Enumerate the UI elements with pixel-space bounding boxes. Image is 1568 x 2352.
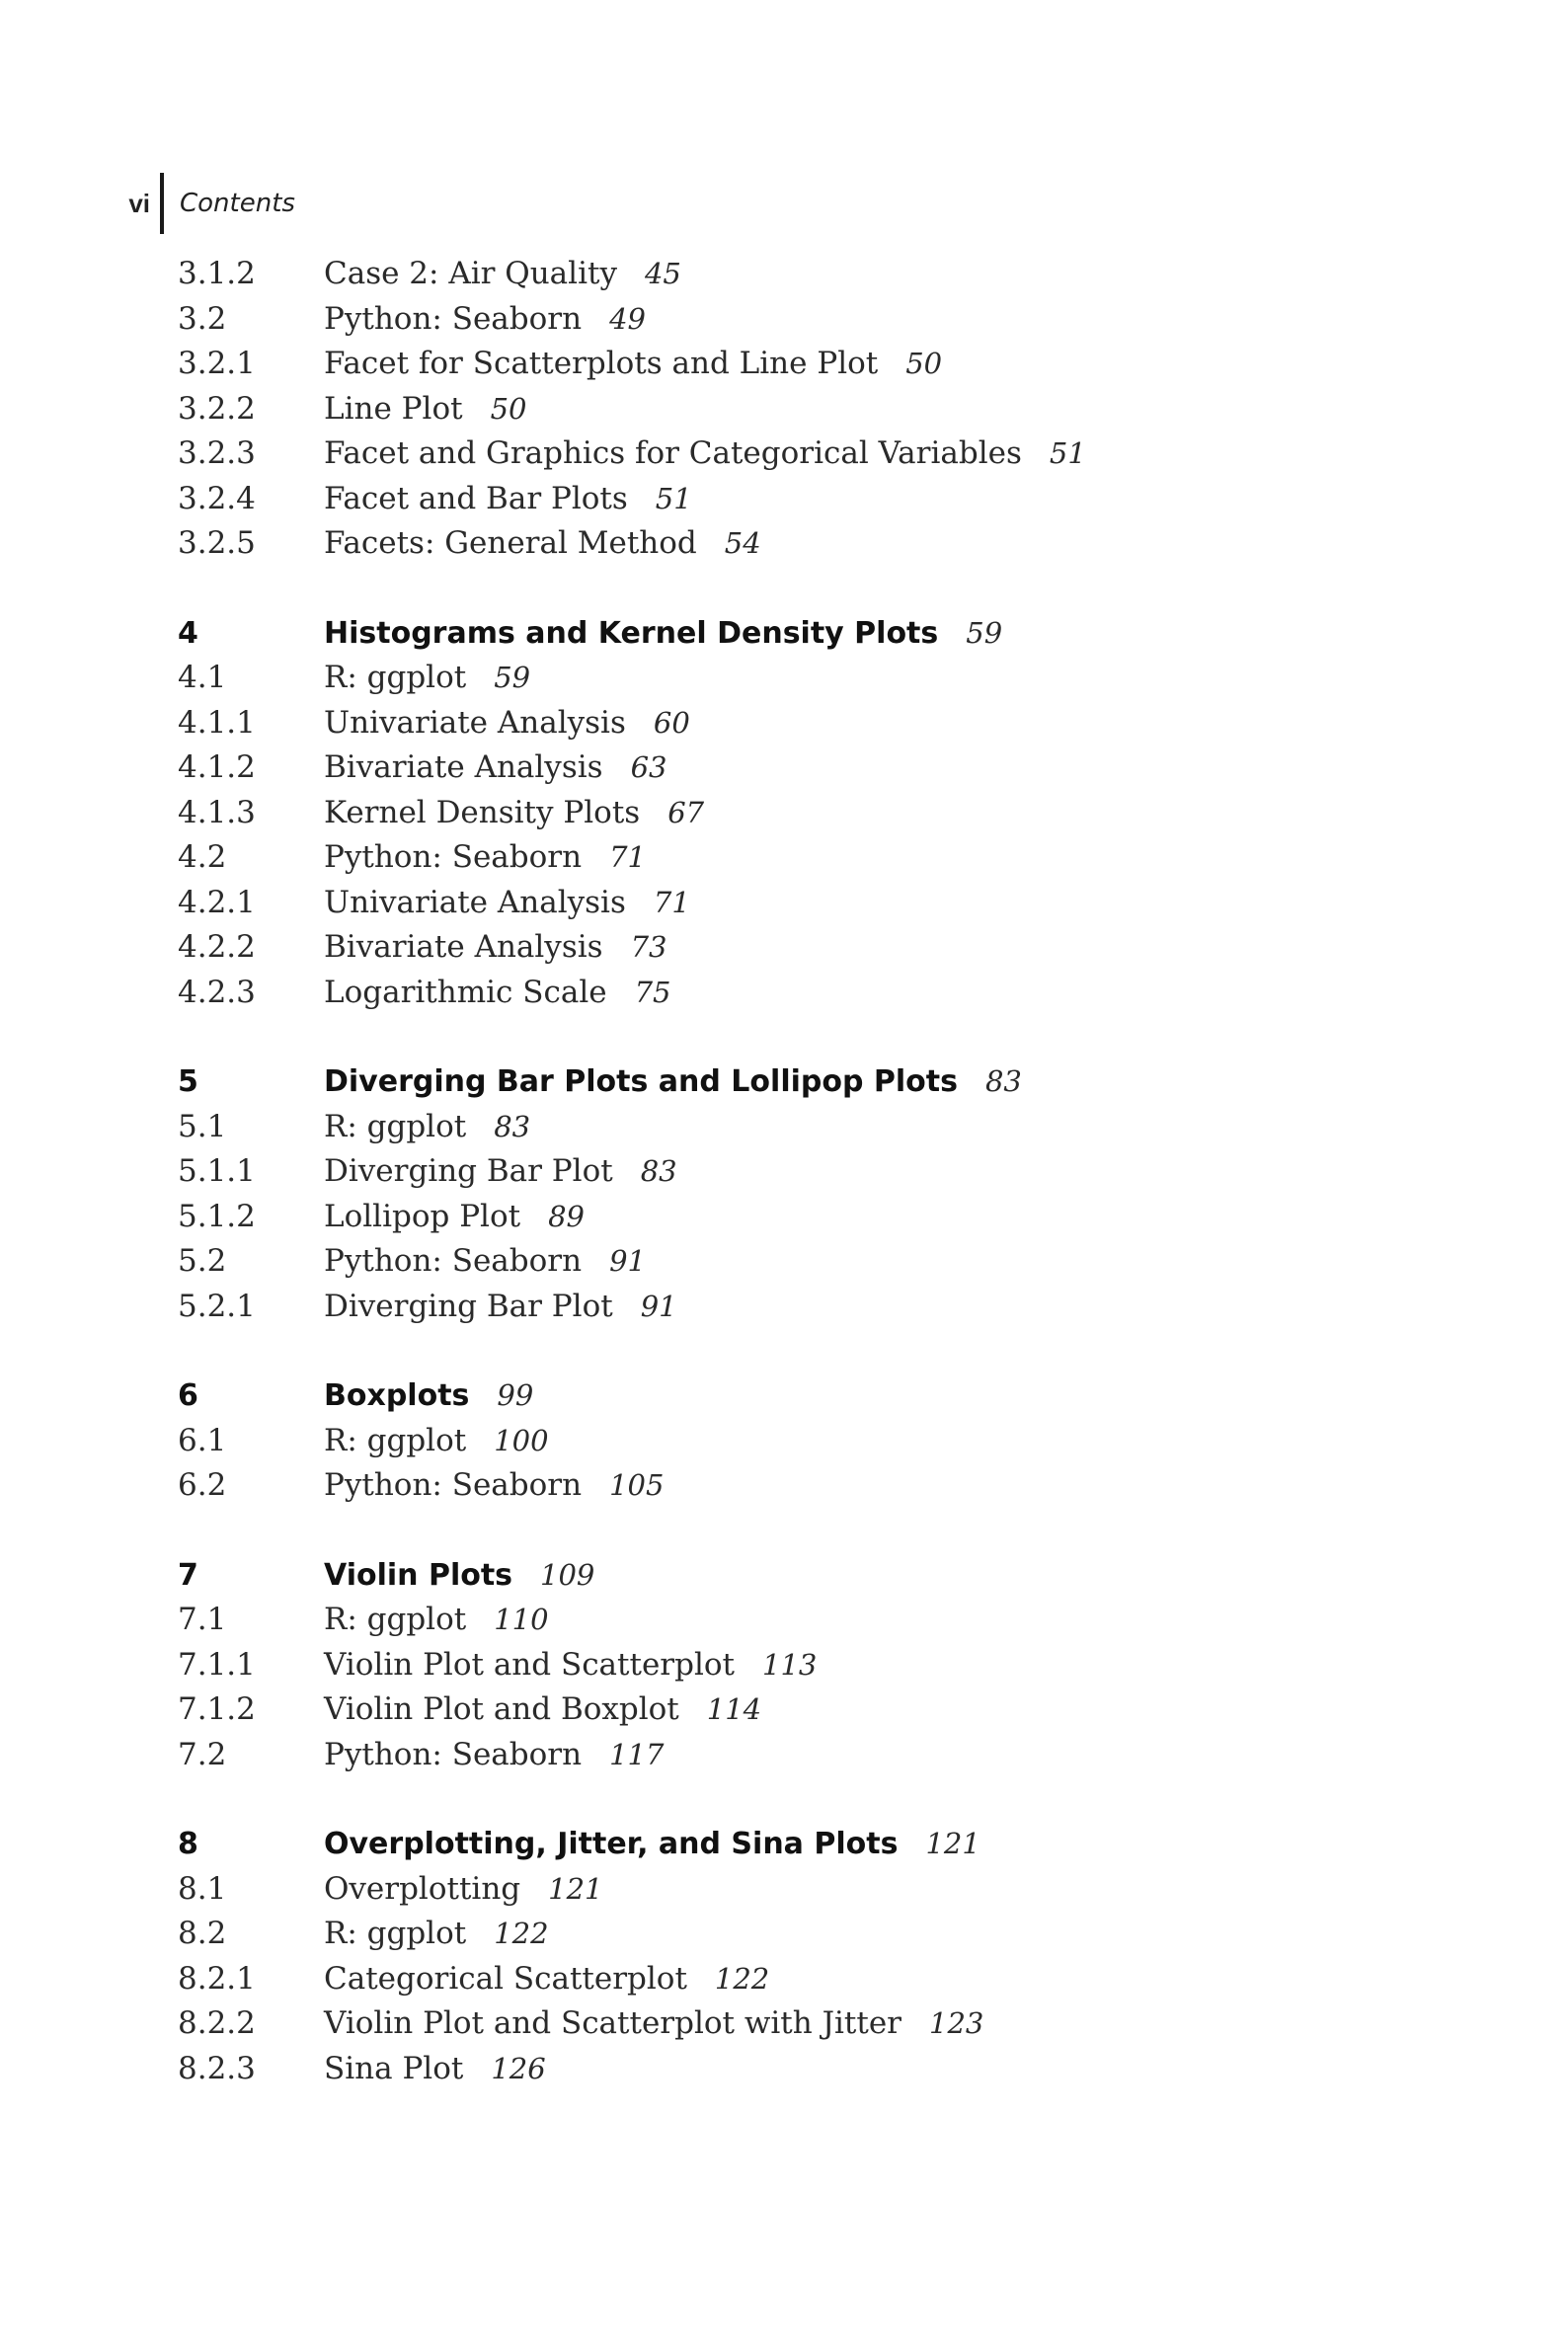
toc-entry-title: R: ggplot	[324, 660, 467, 695]
toc-entry-title: Lollipop Plot	[324, 1198, 521, 1234]
toc-section-entry[interactable]	[178, 971, 1461, 1016]
toc-entry-number: 4.2	[178, 839, 227, 875]
toc-entry-page: 75	[634, 975, 671, 1009]
toc-entry-number: 3.1.2	[178, 256, 256, 291]
toc-entry-page: 51	[655, 481, 692, 515]
table-of-contents	[178, 252, 1461, 2091]
toc-entry-page: 105	[609, 1468, 665, 1502]
toc-entry-page: 113	[762, 1647, 818, 1682]
page-folio: vi	[128, 188, 150, 218]
toc-entry-number: 8.2.3	[178, 2050, 256, 2086]
toc-section-entry[interactable]	[178, 1957, 1461, 2002]
toc-entry-title: Violin Plot and Boxplot	[324, 1691, 679, 1727]
toc-entry-page: 83	[984, 1064, 1022, 1098]
toc-section-entry[interactable]	[178, 1285, 1461, 1330]
toc-section-entry[interactable]	[178, 1598, 1461, 1643]
toc-section-entry[interactable]	[178, 431, 1461, 477]
toc-section-entry[interactable]	[178, 342, 1461, 387]
toc-entry-page: 99	[497, 1378, 534, 1412]
toc-section-entry[interactable]	[178, 1733, 1461, 1778]
toc-entry-page: 60	[653, 705, 690, 740]
toc-section-entry[interactable]	[178, 1687, 1461, 1733]
toc-entry-page: 121	[548, 1871, 603, 1906]
toc-section-entry[interactable]	[178, 252, 1461, 297]
toc-entry-title: R: ggplot	[324, 1602, 467, 1637]
toc-entry-title: Diverging Bar Plot	[324, 1288, 613, 1324]
toc-entry-page: 91	[609, 1244, 646, 1278]
toc-entry-page: 89	[548, 1199, 585, 1233]
toc-section-entry[interactable]	[178, 835, 1461, 881]
toc-entry-number: 5.2	[178, 1243, 227, 1279]
toc-section-entry[interactable]	[178, 1912, 1461, 1957]
toc-entry-title: Kernel Density Plots	[324, 794, 641, 830]
toc-entry-page: 59	[494, 661, 531, 694]
toc-section-entry[interactable]	[178, 477, 1461, 522]
toc-section-entry[interactable]	[178, 521, 1461, 567]
header-divider	[160, 173, 164, 234]
toc-entry-number: 5.1.2	[178, 1198, 256, 1234]
toc-entry-number: 4.2.1	[178, 884, 256, 920]
toc-section-entry[interactable]	[178, 2047, 1461, 2092]
toc-section-entry[interactable]	[178, 881, 1461, 926]
toc-section-entry[interactable]	[178, 701, 1461, 746]
toc-entry-title: Diverging Bar Plots and Lollipop Plots	[324, 1064, 958, 1099]
toc-entry-page: 83	[494, 1109, 531, 1143]
toc-entry-title: Categorical Scatterplot	[324, 1960, 687, 1997]
toc-entry-page: 50	[490, 391, 527, 426]
toc-entry-page: 50	[905, 347, 943, 380]
toc-entry-number: 4.1.1	[178, 704, 256, 741]
toc-entry-number: 6.2	[178, 1467, 227, 1503]
running-title: Contents	[180, 189, 295, 218]
toc-entry-title: Univariate Analysis	[324, 704, 626, 741]
toc-entry-title: Bivariate Analysis	[324, 929, 603, 965]
toc-entry-title: Python: Seaborn	[324, 300, 583, 337]
toc-entry-number: 4	[178, 615, 198, 651]
toc-entry-number: 3.2	[178, 300, 227, 337]
toc-entry-number: 6	[178, 1378, 198, 1413]
toc-entry-page: 59	[966, 615, 1003, 650]
toc-entry-page: 54	[724, 526, 761, 560]
toc-entry-page: 117	[609, 1737, 665, 1771]
toc-entry-number: 7.1	[178, 1602, 227, 1637]
toc-entry-number: 3.2.2	[178, 390, 256, 427]
toc-entry-number: 3.2.5	[178, 525, 256, 561]
toc-entry-number: 4.1.3	[178, 794, 256, 830]
toc-entry-page: 126	[491, 2051, 546, 2085]
toc-entry-title: Violin Plots	[324, 1557, 513, 1593]
toc-entry-title: Overplotting	[324, 1870, 521, 1907]
toc-entry-title: Python: Seaborn	[324, 1736, 583, 1772]
toc-entry-number: 3.2.1	[178, 346, 256, 381]
toc-entry-number: 4.2.3	[178, 974, 256, 1010]
toc-entry-title: Logarithmic Scale	[324, 974, 607, 1010]
toc-entry-number: 7.1.1	[178, 1646, 256, 1683]
toc-entry-title: Python: Seaborn	[324, 1467, 583, 1503]
toc-section-entry[interactable]	[178, 1643, 1461, 1688]
toc-section-entry[interactable]	[178, 745, 1461, 791]
toc-entry-title: Boxplots	[324, 1378, 470, 1413]
toc-entry-number: 6.1	[178, 1422, 227, 1458]
toc-entry-number: 5.1	[178, 1108, 227, 1144]
toc-section-entry[interactable]	[178, 1419, 1461, 1464]
toc-entry-title: Python: Seaborn	[324, 1243, 583, 1279]
toc-entry-page: 73	[630, 930, 667, 964]
toc-entry-number: 5.2.1	[178, 1288, 256, 1324]
toc-entry-title: Case 2: Air Quality	[324, 256, 617, 291]
toc-entry-title: Sina Plot	[324, 2050, 464, 2086]
toc-entry-title: Violin Plot and Scatterplot	[324, 1646, 736, 1683]
toc-section-entry[interactable]	[178, 1463, 1461, 1509]
toc-section-entry[interactable]	[178, 2001, 1461, 2047]
toc-entry-number: 8.1	[178, 1870, 227, 1907]
toc-section-entry[interactable]	[178, 1195, 1461, 1240]
toc-entry-number: 8.2.2	[178, 2005, 256, 2041]
toc-chapter-entry[interactable]	[178, 1373, 1461, 1419]
toc-entry-page: 122	[714, 1961, 770, 1996]
toc-entry-title: Univariate Analysis	[324, 884, 626, 920]
page-header	[118, 174, 295, 233]
toc-entry-page: 51	[1049, 436, 1086, 470]
toc-entry-title: Overplotting, Jitter, and Sina Plots	[324, 1827, 899, 1861]
toc-entry-page: 122	[494, 1917, 549, 1950]
toc-entry-number: 8.2.1	[178, 1960, 256, 1997]
toc-section-entry[interactable]	[178, 297, 1461, 343]
toc-entry-title: R: ggplot	[324, 1422, 467, 1458]
toc-entry-page: 123	[929, 2006, 984, 2040]
toc-entry-title: Python: Seaborn	[324, 839, 583, 875]
toc-entry-number: 3.2.3	[178, 435, 256, 471]
toc-chapter-entry[interactable]	[178, 1553, 1461, 1599]
toc-entry-title: Facet and Graphics for Categorical Variables	[324, 435, 1022, 471]
toc-chapter-entry[interactable]	[178, 1822, 1461, 1867]
toc-chapter-entry[interactable]	[178, 611, 1461, 657]
toc-entry-number: 5	[178, 1064, 198, 1099]
toc-entry-page: 49	[609, 301, 646, 336]
toc-chapter-entry[interactable]	[178, 1059, 1461, 1105]
toc-entry-page: 83	[640, 1154, 677, 1188]
toc-entry-title: Bivariate Analysis	[324, 749, 603, 785]
toc-entry-page: 100	[494, 1423, 549, 1457]
toc-entry-page: 114	[706, 1692, 762, 1726]
toc-entry-title: R: ggplot	[324, 1108, 467, 1144]
toc-entry-title: Histograms and Kernel Density Plots	[324, 615, 939, 651]
toc-entry-number: 8	[178, 1827, 198, 1861]
toc-entry-page: 71	[653, 885, 690, 919]
toc-entry-page: 91	[640, 1289, 677, 1323]
toc-entry-page: 121	[925, 1827, 980, 1860]
toc-entry-title: Facet for Scatterplots and Line Plot	[324, 346, 879, 381]
toc-section-entry[interactable]	[178, 1239, 1461, 1285]
toc-entry-page: 63	[630, 750, 667, 784]
toc-entry-number: 4.1.2	[178, 749, 256, 785]
toc-section-entry[interactable]	[178, 656, 1461, 701]
toc-section-entry[interactable]	[178, 791, 1461, 836]
toc-entry-title: Line Plot	[324, 390, 463, 427]
toc-entry-number: 7.1.2	[178, 1691, 256, 1727]
toc-entry-title: Diverging Bar Plot	[324, 1153, 613, 1189]
toc-section-entry[interactable]	[178, 1149, 1461, 1195]
toc-entry-title: Facet and Bar Plots	[324, 480, 628, 516]
toc-entry-number: 3.2.4	[178, 480, 256, 516]
toc-entry-number: 4.2.2	[178, 929, 256, 965]
toc-section-entry[interactable]	[178, 1105, 1461, 1150]
toc-section-entry[interactable]	[178, 925, 1461, 971]
toc-entry-number: 7	[178, 1557, 198, 1593]
toc-entry-number: 4.1	[178, 660, 227, 695]
toc-entry-title: R: ggplot	[324, 1916, 467, 1951]
toc-section-entry[interactable]	[178, 387, 1461, 432]
toc-entry-number: 5.1.1	[178, 1153, 256, 1189]
toc-entry-title: Facets: General Method	[324, 525, 697, 561]
toc-entry-title: Violin Plot and Scatterplot with Jitter	[324, 2005, 902, 2041]
toc-section-entry[interactable]	[178, 1867, 1461, 1913]
toc-entry-page: 71	[609, 840, 646, 874]
toc-entry-page: 67	[667, 795, 705, 829]
toc-entry-number: 7.2	[178, 1736, 227, 1772]
toc-entry-page: 45	[644, 257, 681, 290]
toc-entry-page: 110	[494, 1603, 549, 1636]
toc-entry-page: 109	[540, 1557, 595, 1592]
toc-entry-number: 8.2	[178, 1916, 227, 1951]
